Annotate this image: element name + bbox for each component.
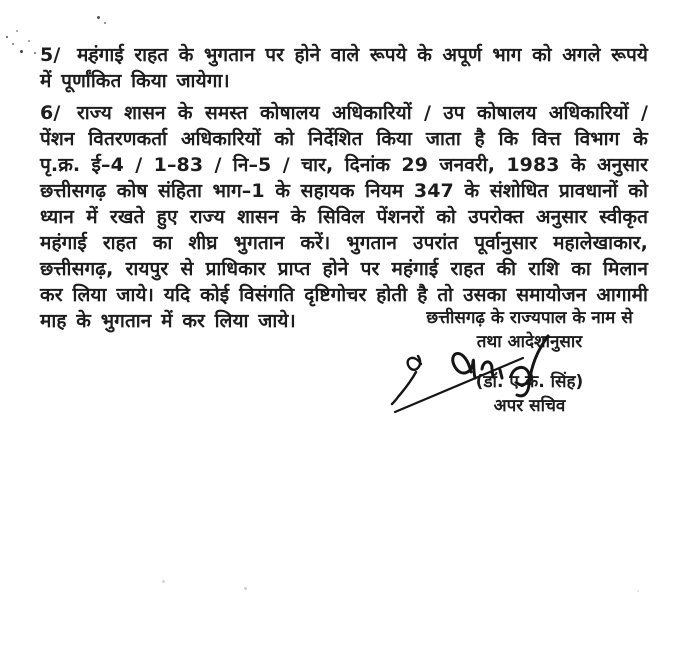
scan-speck: [28, 40, 30, 42]
signatory-designation: अपर सचिव: [493, 396, 566, 416]
scan-speck: [162, 580, 165, 583]
scan-speck: [637, 590, 639, 592]
signature-order-line: तथा आदेशानुसार: [476, 332, 583, 352]
scan-speck: [16, 30, 18, 32]
letter-body: [40, 42, 648, 340]
scan-speck: [34, 52, 36, 54]
paragraph-6: [40, 100, 648, 334]
signatory-name: (डॉ. ए.के. सिंह): [475, 372, 584, 392]
scan-speck: [12, 43, 14, 45]
paragraph-6-text: राज्य शासन के समस्त कोषालय अधिकारियों / उप कोषालय अधिकारियों / पेंशन वितरणकर्ता अधिकारियों को निर्देशित किया जाता है कि वित्त विभाग के पृ.क्र. ई–4 / 1–83 / नि–5 / चार, दिनांक 29 जनवरी, 1983 के अनुसार छत्तीसगढ़ कोष संहिता भाग–1 के सहायक नियम 347 के संशोधित प्रावधानों को ध्यान में रखते हुए राज्य शासन के सिविल पेंशनरों को उपरोक्त अनुसार स्वीकृत महंगाई राहत का शीघ्र भुगतान करें। भुगतान उपरांत पूर्वानुसार महालेखाकार, छत्तीसगढ़, रायपुर से प्राधिकार प्राप्त होने पर महंगाई राहत की राशि का मिलान कर लिया जाये। यदि कोई विसंगति दृष्टिगोचर होती है तो उसका समायोजन आगामी माह के भुगतान में कर लिया जाये।: [40, 102, 648, 332]
scan-speck: [104, 22, 106, 24]
scan-speck: [244, 587, 247, 590]
scan-speck: [6, 36, 8, 38]
signature-block: [412, 306, 647, 418]
scan-speck: [20, 50, 23, 53]
paragraph-6-number: 6/: [40, 102, 61, 124]
scan-speck: [97, 16, 100, 19]
paragraph-5-number: 5/: [40, 44, 61, 66]
paragraph-5: [40, 42, 648, 94]
paragraph-5-text: महंगाई राहत के भुगतान पर होने वाले रूपये के अपूर्ण भाग को अगले रूपये में पूर्णांकित किया जायेगा।: [40, 44, 648, 92]
signature-authority-line: छत्तीसगढ़ के राज्यपाल के नाम से: [426, 308, 633, 328]
